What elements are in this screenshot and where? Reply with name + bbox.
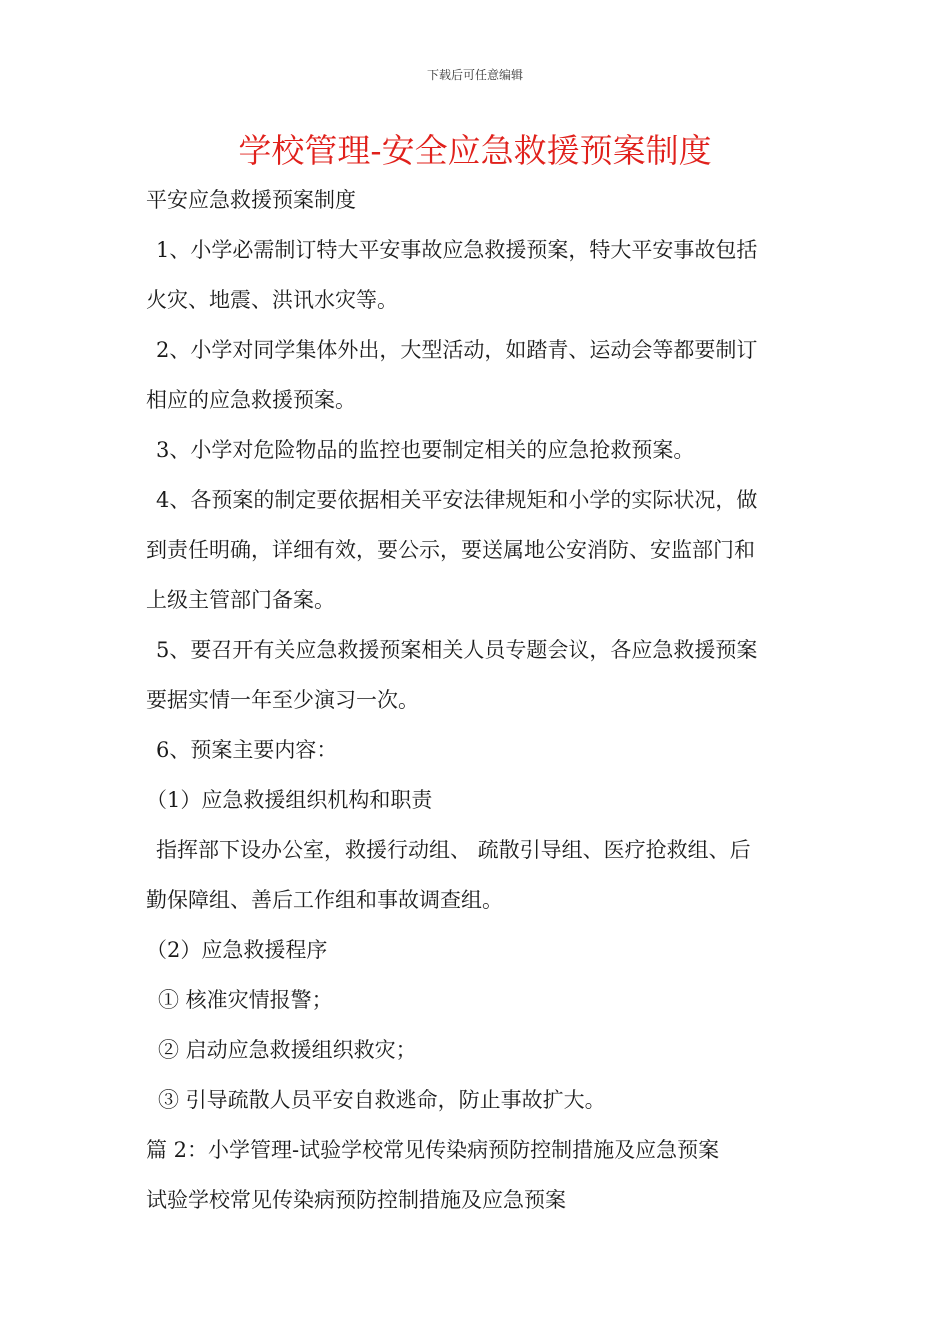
paragraph-line: 6、预案主要内容：: [156, 738, 338, 762]
paragraph-line: 火灾、地震、洪讯水灾等。: [146, 288, 398, 312]
paragraph-line: 指挥部下设办公室，救援行动组、 疏散引导组、医疗抢救组、后: [156, 838, 751, 862]
header-note: 下载后可任意编辑: [426, 68, 523, 82]
paragraph-line: 2、小学对同学集体外出，大型活动，如踏青、运动会等都要制订: [156, 338, 758, 362]
paragraph-line: 1、小学必需制订特大平安事故应急救援预案，特大平安事故包括: [156, 238, 758, 262]
paragraph-line: ① 核准灾情报警；: [158, 988, 333, 1012]
paragraph-line: 到责任明确，详细有效，要公示，要送属地公安消防、安监部门和: [146, 538, 755, 562]
section-heading-line: 篇 2：小学管理-试验学校常见传染病预防控制措施及应急预案: [146, 1138, 720, 1162]
paragraph-line: 勤保障组、善后工作组和事故调查组。: [146, 888, 503, 912]
paragraph-line: （1）应急救援组织机构和职责: [146, 788, 433, 812]
paragraph-line: 4、各预案的制定要依据相关平安法律规矩和小学的实际状况，做: [156, 488, 758, 512]
paragraph-line: ② 启动应急救援组织救灾；: [158, 1038, 417, 1062]
document-title: 学校管理-安全应急救援预案制度: [238, 131, 712, 170]
paragraph-line: 上级主管部门备案。: [146, 588, 335, 612]
paragraph-line: 平安应急救援预案制度: [146, 188, 356, 212]
paragraph-line: ③ 引导疏散人员平安自救逃命，防止事故扩大。: [158, 1088, 606, 1112]
paragraph-line: 3、小学对危险物品的监控也要制定相关的应急抢救预案。: [156, 438, 695, 462]
section-subtitle-line: 试验学校常见传染病预防控制措施及应急预案: [146, 1188, 566, 1212]
paragraph-line: 要据实情一年至少演习一次。: [146, 688, 419, 712]
document-body: [146, 175, 814, 1225]
paragraph-line: （2）应急救援程序: [146, 938, 328, 962]
paragraph-line: 5、要召开有关应急救援预案相关人员专题会议，各应急救援预案: [156, 638, 758, 662]
paragraph-line: 相应的应急救援预案。: [146, 388, 356, 412]
